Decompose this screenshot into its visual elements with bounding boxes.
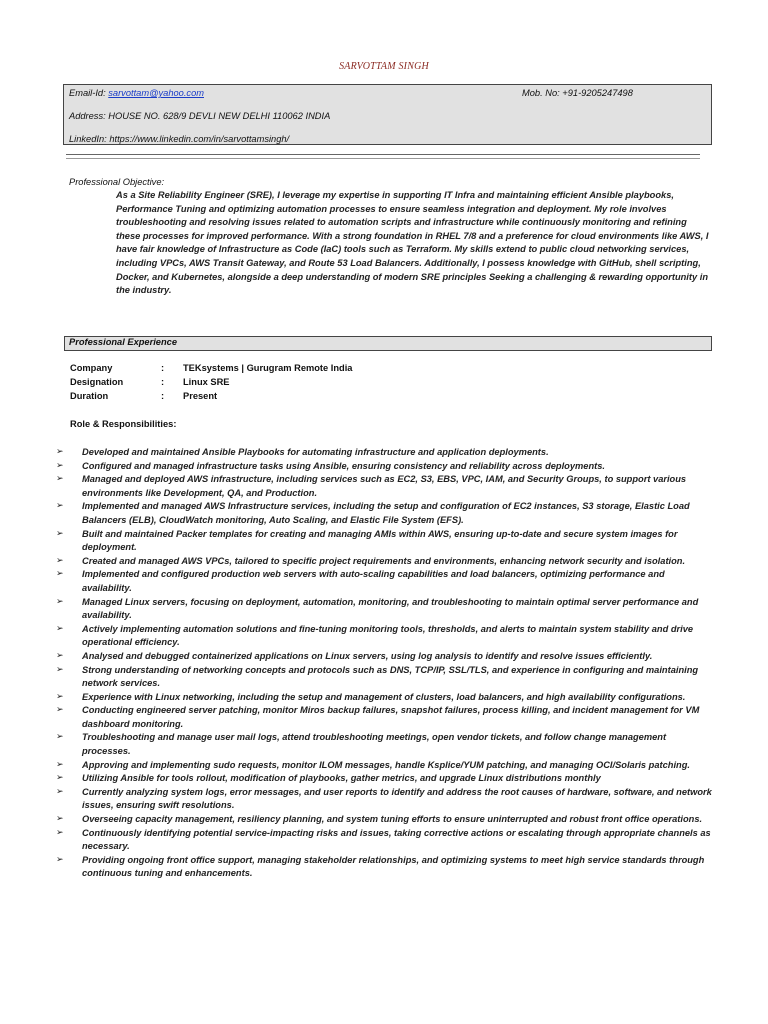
email-link[interactable]: sarvottam@yahoo.com [108, 88, 204, 98]
contact-box [63, 84, 712, 145]
designation-value: Linux SRE [183, 377, 230, 387]
arrow-bullet-icon: ➢ [56, 732, 64, 743]
responsibility-text: Actively implementing automation solutions and fine-tuning monitoring tools, thresholds, and alerts to maintain system stability and drive operational efficiency. [82, 623, 694, 648]
list-item [56, 759, 716, 773]
responsibility-text: Utilizing Ansible for tools rollout, modification of playbooks, gather metrics, and upgrade Linux distributions monthly [82, 773, 601, 784]
list-item [56, 473, 716, 500]
list-item [56, 691, 716, 705]
responsibility-text: Created and managed AWS VPCs, tailored to specific project requirements and environments, enhancing network security and isolation. [82, 555, 686, 566]
responsibility-text: Managed Linux servers, focusing on deployment, automation, monitoring, and troubleshooting to maintain optimal server performance and availability. [82, 596, 699, 621]
responsibility-text: Approving and implementing sudo requests, monitor ILOM messages, handle Ksplice/YUM patching, and managing OCI/Solaris patching. [82, 759, 690, 770]
email-row [69, 88, 204, 98]
objective-text: As a Site Reliability Engineer (SRE), I leverage my expertise in supporting IT Infra and maintaining efficient Ansible playbooks, Performance Tuning and optimizing automation processes to ensure seamless integration and deployment. My role involves troubleshooting and resolving issues related to automation scripts and infrastructure while continuously monitoring and refining these processes for improved performance. With a strong foundation in RHEL 7/8 and a preference for cloud environments like AWS, I have fair knowledge of Infrastructure as Code (IaC) tools such as Terraform. My skills extend to public cloud networking services, including VPCs, AWS Transit Gateway, and Route 53 Load Balancers. Additionally, I possess knowledge with GitHub, shell scripting, Docker, and Kubernetes, alongside a deep understanding of modern SRE principles Seeking a challenging & rewarding opportunity in the industry. [116, 190, 709, 296]
responsibility-text: Developed and maintained Ansible Playbooks for automating infrastructure and application deployments. [82, 447, 549, 457]
arrow-bullet-icon: ➢ [56, 460, 64, 471]
objective-heading: Professional Objective: [69, 177, 165, 187]
responsibility-text: Strong understanding of networking concepts and protocols such as DNS, TCP/IP, SSL/TLS, and experience in configuring and maintaining network services. [82, 664, 699, 689]
list-item [56, 786, 716, 813]
designation-colon: : [161, 377, 165, 387]
designation-label: Designation [70, 377, 124, 387]
arrow-bullet-icon: ➢ [56, 447, 64, 457]
email-label: Email-Id: [69, 88, 109, 98]
arrow-bullet-icon: ➢ [56, 827, 64, 838]
responsibility-text: Implemented and managed AWS Infrastructure services, including the setup and configuration of EC2 instances, S3 storage, Elastic Load Balancers (ELB), CloudWatch monitoring, Auto Scaling, and Elastic File System (EFS). [82, 501, 690, 525]
address-line: Address: HOUSE NO. 628/9 DEVLI NEW DELHI 110062 INDIA [69, 111, 331, 121]
arrow-bullet-icon: ➢ [56, 474, 64, 485]
list-item [56, 623, 716, 650]
list-item [56, 704, 716, 731]
arrow-bullet-icon: ➢ [56, 623, 64, 634]
list-item [56, 528, 716, 555]
arrow-bullet-icon: ➢ [56, 650, 64, 661]
arrow-bullet-icon: ➢ [56, 555, 64, 566]
experience-section-bar [64, 336, 712, 351]
responsibility-text: Troubleshooting and manage user mail logs, attend troubleshooting meetings, open vendor tickets, and follow change management processes. [82, 732, 667, 757]
responsibility-text: Built and maintained Packer templates for creating and managing AMIs within AWS, ensuring up-to-date and secure system images for deployment. [82, 528, 678, 553]
experience-section-title: Professional Experience [69, 337, 177, 347]
responsibility-text: Currently analyzing system logs, error messages, and user reports to identify and address the root causes of hardware, software, and network issues, ensuring swift resolutions. [82, 786, 712, 811]
arrow-bullet-icon: ➢ [56, 691, 64, 702]
linkedin-line: LinkedIn: https://www.linkedin.com/in/sarvottamsingh/ [69, 134, 290, 144]
arrow-bullet-icon: ➢ [56, 786, 64, 797]
list-item [56, 500, 716, 527]
roles-heading: Role & Responsibilities: [70, 419, 177, 429]
arrow-bullet-icon: ➢ [56, 501, 64, 512]
responsibility-text: Experience with Linux networking, including the setup and management of clusters, load balancers, and high availability configurations. [82, 691, 686, 702]
arrow-bullet-icon: ➢ [56, 773, 64, 784]
responsibility-text: Overseeing capacity management, resiliency planning, and system tuning efforts to ensure uninterrupted and robust front office operations. [82, 814, 703, 825]
responsibility-text: Managed and deployed AWS infrastructure, including services such as EC2, S3, EBS, VPC, IAM, and Security Groups, to support various environments like Development, QA, and Production. [82, 474, 687, 498]
list-item [56, 596, 716, 623]
company-value: TEKsystems | Gurugram Remote India [183, 363, 353, 373]
mobile-number: Mob. No: +91-9205247498 [522, 88, 633, 98]
list-item [56, 555, 716, 569]
candidate-name: SARVOTTAM SINGH [339, 61, 429, 72]
arrow-bullet-icon: ➢ [56, 759, 64, 770]
list-item [56, 854, 716, 881]
company-colon: : [161, 363, 165, 373]
list-item [56, 650, 716, 664]
responsibility-text: Continuously identifying potential service-impacting risks and issues, taking corrective actions or escalating through appropriate channels as necessary. [82, 827, 711, 852]
arrow-bullet-icon: ➢ [56, 569, 64, 580]
responsibility-text: Conducting engineered server patching, monitor Miros backup failures, snapshot failures, process killing, and incident management for VM dashboard monitoring. [82, 705, 700, 729]
responsibility-text: Providing ongoing front office support, managing stakeholder relationships, and optimizing systems to meet high service standards through continuous tuning and enhancements. [82, 854, 705, 879]
responsibility-text: Configured and managed infrastructure tasks using Ansible, ensuring consistency and reliability across deployments. [82, 460, 605, 471]
arrow-bullet-icon: ➢ [56, 814, 64, 825]
duration-value: Present [183, 391, 218, 401]
arrow-bullet-icon: ➢ [56, 854, 64, 865]
arrow-bullet-icon: ➢ [56, 705, 64, 716]
arrow-bullet-icon: ➢ [56, 664, 64, 675]
list-item [56, 772, 716, 786]
header-divider-top [66, 154, 700, 155]
list-item [56, 813, 716, 827]
header-divider-bottom [66, 158, 700, 159]
list-item [56, 460, 716, 474]
list-item [56, 568, 716, 595]
arrow-bullet-icon: ➢ [56, 528, 64, 539]
responsibility-text: Implemented and configured production web servers with auto-scaling capabilities and load balancers, optimizing performance and availability. [82, 569, 665, 593]
list-item [56, 731, 716, 758]
duration-label: Duration [70, 391, 109, 401]
list-item [56, 446, 716, 460]
responsibility-text: Analysed and debugged containerized applications on Linux servers, using log analysis to identify and resolve issues efficiently. [82, 650, 653, 661]
arrow-bullet-icon: ➢ [56, 596, 64, 607]
list-item [56, 827, 716, 854]
duration-colon: : [161, 391, 165, 401]
company-label: Company [70, 363, 113, 373]
responsibilities-list [56, 446, 716, 881]
list-item [56, 664, 716, 691]
